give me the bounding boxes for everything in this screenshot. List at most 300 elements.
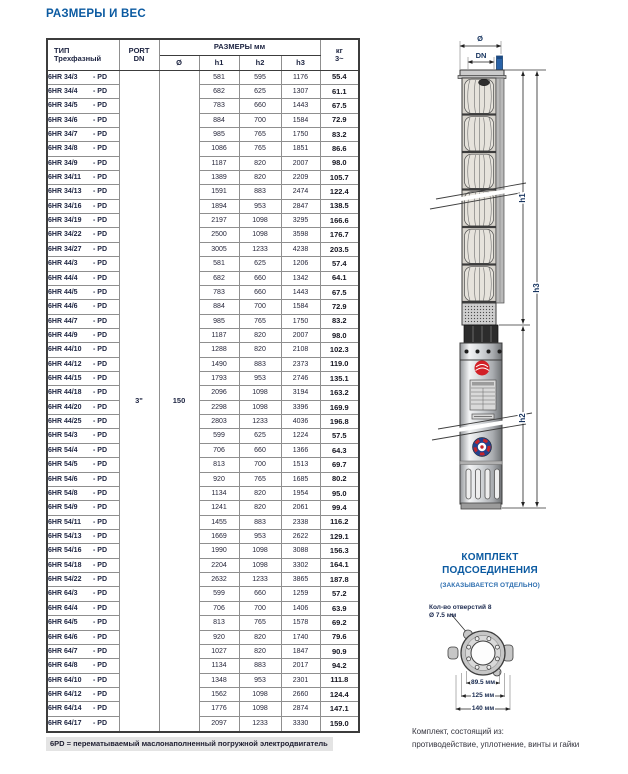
h2-cell: 765 (239, 472, 281, 486)
h2-cell: 625 (239, 84, 281, 98)
model-suffix: - PD (93, 231, 107, 239)
model-cell (47, 343, 119, 357)
model-name: 6HR 64/4 (48, 604, 78, 612)
weight-cell: 196.8 (320, 415, 359, 429)
table-row (47, 544, 359, 558)
h3-cell: 1578 (281, 616, 320, 630)
model-suffix: - PD (93, 489, 107, 497)
table-row (47, 285, 359, 299)
model-suffix: - PD (93, 346, 107, 354)
h2-cell: 953 (239, 673, 281, 687)
h2-cell: 953 (239, 530, 281, 544)
h1-cell: 813 (199, 616, 239, 630)
model-suffix: - PD (93, 217, 107, 225)
weight-cell: 80.2 (320, 472, 359, 486)
table-row (47, 228, 359, 242)
model-name: 6HR 44/10 (48, 346, 82, 354)
model-suffix: - PD (93, 87, 107, 95)
weight-cell: 135.1 (320, 372, 359, 386)
h1-cell: 581 (199, 257, 239, 271)
model-name: 6HR 44/20 (48, 403, 82, 411)
model-name: 6HR 34/5 (48, 102, 78, 110)
table-row (47, 357, 359, 371)
model-suffix: - PD (93, 547, 107, 555)
middle-dim-label: 125 мм (471, 692, 495, 700)
model-suffix: - PD (93, 288, 107, 296)
h1-cell: 920 (199, 630, 239, 644)
h1-cell: 884 (199, 113, 239, 127)
h2-cell: 660 (239, 99, 281, 113)
model-name: 6HR 44/12 (48, 360, 82, 368)
model-name: 6HR 34/4 (48, 87, 78, 95)
model-name: 6HR 44/5 (48, 288, 78, 296)
pump-brand-logo-icon (475, 361, 490, 376)
model-name: 6HR 64/17 (48, 720, 82, 728)
weight-cell: 105.7 (320, 171, 359, 185)
model-suffix: - PD (93, 475, 107, 483)
h3-cell: 3295 (281, 214, 320, 228)
model-cell (47, 386, 119, 400)
model-cell (47, 199, 119, 213)
h1-cell: 3005 (199, 242, 239, 256)
h1-cell: 1187 (199, 328, 239, 342)
model-suffix: - PD (93, 576, 107, 584)
weight-cell: 102.3 (320, 343, 359, 357)
h2-cell: 700 (239, 300, 281, 314)
h2-cell: 820 (239, 171, 281, 185)
model-cell (47, 544, 119, 558)
model-cell (47, 257, 119, 271)
motor-emblem-icon (473, 438, 492, 457)
model-cell (47, 515, 119, 529)
kit-section-header (412, 551, 568, 589)
model-suffix: - PD (93, 662, 107, 670)
table-row (47, 343, 359, 357)
h1-cell: 706 (199, 443, 239, 457)
h3-cell: 1443 (281, 285, 320, 299)
model-cell (47, 156, 119, 170)
holes-callout (429, 604, 491, 620)
table-row (47, 573, 359, 587)
model-suffix: - PD (93, 720, 107, 728)
model-cell (47, 357, 119, 371)
weight-cell: 57.2 (320, 587, 359, 601)
model-cell (47, 70, 119, 84)
weight-cell: 138.5 (320, 199, 359, 213)
model-name: 6HR 44/9 (48, 331, 78, 339)
h2-cell: 883 (239, 185, 281, 199)
model-suffix: - PD (93, 518, 107, 526)
model-cell (47, 285, 119, 299)
h2-cell: 1098 (239, 544, 281, 558)
weight-cell: 159.0 (320, 716, 359, 732)
model-name: 6HR 34/8 (48, 145, 78, 153)
h1-cell: 985 (199, 314, 239, 328)
table-header (47, 39, 359, 70)
model-suffix: - PD (93, 590, 107, 598)
h3-cell: 2338 (281, 515, 320, 529)
h2-cell: 700 (239, 458, 281, 472)
model-suffix: - PD (93, 647, 107, 655)
model-suffix: - PD (93, 561, 107, 569)
kit-description (412, 725, 579, 751)
model-cell (47, 659, 119, 673)
weight-cell: 61.1 (320, 84, 359, 98)
weight-cell: 67.5 (320, 99, 359, 113)
h1-cell: 1134 (199, 659, 239, 673)
table-row (47, 185, 359, 199)
table-row (47, 530, 359, 544)
weight-cell: 86.6 (320, 142, 359, 156)
model-cell (47, 113, 119, 127)
h3-cell: 1259 (281, 587, 320, 601)
weight-cell: 72.9 (320, 300, 359, 314)
model-name: 6HR 34/22 (48, 231, 82, 239)
h3-cell: 3865 (281, 573, 320, 587)
table-row (47, 630, 359, 644)
model-name: 6HR 34/11 (48, 174, 82, 182)
model-name: 6HR 34/3 (48, 73, 78, 81)
h1-cell: 581 (199, 70, 239, 84)
model-name: 6HR 54/11 (48, 518, 82, 526)
model-name: 6HR 64/5 (48, 619, 78, 627)
h3-cell: 1342 (281, 271, 320, 285)
model-cell (47, 587, 119, 601)
h3-cell: 2007 (281, 328, 320, 342)
model-name: 6HR 54/22 (48, 576, 82, 584)
h1-cell: 2096 (199, 386, 239, 400)
model-suffix: - PD (93, 360, 107, 368)
model-name: 6HR 34/27 (48, 245, 82, 253)
col-header-weight-line2: 3~ (335, 53, 344, 63)
model-cell (47, 601, 119, 615)
h1-cell: 884 (199, 300, 239, 314)
model-suffix: - PD (93, 331, 107, 339)
model-suffix: - PD (93, 504, 107, 512)
model-suffix: - PD (93, 245, 107, 253)
model-cell (47, 400, 119, 414)
h2-cell: 1098 (239, 214, 281, 228)
h1-cell: 920 (199, 472, 239, 486)
h2-cell: 700 (239, 601, 281, 615)
diameter-value: 150 (159, 70, 199, 732)
h1-cell: 2298 (199, 400, 239, 414)
col-header-port-dn (119, 39, 159, 70)
model-cell (47, 84, 119, 98)
table-row (47, 271, 359, 285)
h3-cell: 2108 (281, 343, 320, 357)
h3-cell: 2301 (281, 673, 320, 687)
h2-cell: 660 (239, 285, 281, 299)
h1-cell: 1793 (199, 372, 239, 386)
weight-cell: 119.0 (320, 357, 359, 371)
h3-cell: 2017 (281, 659, 320, 673)
h2-cell: 595 (239, 70, 281, 84)
model-name: 6HR 64/7 (48, 647, 78, 655)
h2-cell: 820 (239, 644, 281, 658)
model-cell (47, 271, 119, 285)
weight-cell: 176.7 (320, 228, 359, 242)
h2-cell: 625 (239, 429, 281, 443)
h1-cell: 1776 (199, 702, 239, 716)
weight-cell: 63.9 (320, 601, 359, 615)
h1-cell: 2803 (199, 415, 239, 429)
model-suffix: - PD (93, 202, 107, 210)
table-row (47, 386, 359, 400)
h1-dimension-label: h1 (518, 193, 528, 203)
col-header-weight-line1: кг (335, 45, 343, 55)
h2-cell: 1098 (239, 558, 281, 572)
model-name: 6HR 44/18 (48, 389, 82, 397)
model-name: 6HR 64/10 (48, 676, 82, 684)
motor-nameplate (470, 380, 496, 410)
weight-cell: 94.2 (320, 659, 359, 673)
model-suffix: - PD (93, 130, 107, 138)
h3-cell: 2373 (281, 357, 320, 371)
model-name: 6HR 34/7 (48, 130, 78, 138)
h1-cell: 1562 (199, 687, 239, 701)
model-name: 6HR 64/3 (48, 590, 78, 598)
h1-cell: 2197 (199, 214, 239, 228)
model-name: 6HR 44/7 (48, 317, 78, 325)
h1-cell: 783 (199, 285, 239, 299)
h3-cell: 2622 (281, 530, 320, 544)
height-dimensions (499, 70, 546, 508)
h1-cell: 1241 (199, 501, 239, 515)
model-name: 6HR 54/5 (48, 461, 78, 469)
h1-cell: 1389 (199, 171, 239, 185)
h3-cell: 1584 (281, 300, 320, 314)
h3-cell: 2660 (281, 687, 320, 701)
outer-dim-label: 140 мм (471, 705, 495, 713)
h3-cell: 2474 (281, 185, 320, 199)
model-name: 6HR 54/18 (48, 561, 82, 569)
h2-cell: 765 (239, 314, 281, 328)
model-cell (47, 99, 119, 113)
weight-cell: 69.2 (320, 616, 359, 630)
table-row (47, 99, 359, 113)
table-row (47, 156, 359, 170)
h2-cell: 1233 (239, 242, 281, 256)
model-cell (47, 314, 119, 328)
kit-title-line2: ПОДСОЕДИНЕНИЯ (442, 565, 538, 576)
table-row (47, 673, 359, 687)
weight-cell: 98.0 (320, 328, 359, 342)
table-row (47, 601, 359, 615)
h3-cell: 1406 (281, 601, 320, 615)
h3-cell: 1750 (281, 127, 320, 141)
model-suffix: - PD (93, 705, 107, 713)
h1-cell: 2097 (199, 716, 239, 732)
page-title: РАЗМЕРЫ И ВЕС (46, 8, 146, 20)
model-name: 6HR 44/25 (48, 418, 82, 426)
model-name: 6HR 44/6 (48, 303, 78, 311)
model-suffix: - PD (93, 73, 107, 81)
model-cell (47, 630, 119, 644)
model-cell (47, 300, 119, 314)
model-name: 6HR 34/16 (48, 202, 82, 210)
h3-cell: 3598 (281, 228, 320, 242)
table-row (47, 702, 359, 716)
pump-drawing (398, 26, 573, 518)
h2-cell: 820 (239, 328, 281, 342)
model-cell (47, 716, 119, 732)
h3-cell: 2874 (281, 702, 320, 716)
h2-cell: 1098 (239, 400, 281, 414)
h3-cell: 3396 (281, 400, 320, 414)
h3-cell: 1307 (281, 84, 320, 98)
h3-cell: 1584 (281, 113, 320, 127)
model-cell (47, 673, 119, 687)
h1-cell: 1455 (199, 515, 239, 529)
model-cell (47, 242, 119, 256)
h3-cell: 3194 (281, 386, 320, 400)
model-suffix: - PD (93, 116, 107, 124)
h1-cell: 1288 (199, 343, 239, 357)
table-row (47, 242, 359, 256)
col-header-h1: h1 (199, 55, 239, 70)
model-suffix: - PD (93, 188, 107, 196)
kit-description-line2: противодействие, уплотнение, винты и гайки (412, 740, 580, 749)
suction-strainer (462, 303, 496, 325)
table-row (47, 558, 359, 572)
cable-clamp (479, 79, 490, 85)
table-row (47, 113, 359, 127)
weight-cell: 169.9 (320, 400, 359, 414)
model-name: 6HR 54/8 (48, 489, 78, 497)
h3-cell: 1685 (281, 472, 320, 486)
h2-cell: 883 (239, 357, 281, 371)
h1-cell: 2632 (199, 573, 239, 587)
h2-cell: 953 (239, 372, 281, 386)
h1-cell: 1894 (199, 199, 239, 213)
weight-cell: 164.1 (320, 558, 359, 572)
weight-cell: 111.8 (320, 673, 359, 687)
h1-cell: 1490 (199, 357, 239, 371)
weight-cell: 147.1 (320, 702, 359, 716)
h2-cell: 953 (239, 199, 281, 213)
model-name: 6HR 64/6 (48, 633, 78, 641)
kit-description-line1: Комплект, состоящий из: (412, 727, 504, 736)
model-suffix: - PD (93, 403, 107, 411)
table-row (47, 199, 359, 213)
col-header-diameter: Ø (159, 55, 199, 70)
model-cell (47, 458, 119, 472)
h2-cell: 660 (239, 271, 281, 285)
col-header-type-line1: ТИП (54, 45, 70, 55)
model-suffix: - PD (93, 432, 107, 440)
model-cell (47, 501, 119, 515)
table-row (47, 400, 359, 414)
model-cell (47, 616, 119, 630)
table-row (47, 659, 359, 673)
weight-cell: 187.8 (320, 573, 359, 587)
h2-cell: 660 (239, 443, 281, 457)
model-suffix: - PD (93, 159, 107, 167)
h2-cell: 820 (239, 156, 281, 170)
model-name: 6HR 54/16 (48, 547, 82, 555)
h1-cell: 1348 (199, 673, 239, 687)
weight-cell: 55.4 (320, 70, 359, 84)
model-name: 6HR 34/6 (48, 116, 78, 124)
model-suffix: - PD (93, 389, 107, 397)
h1-cell: 1187 (199, 156, 239, 170)
model-suffix: - PD (93, 317, 107, 325)
dn-dimension (468, 51, 494, 69)
h2-cell: 1233 (239, 415, 281, 429)
model-name: 6HR 34/19 (48, 217, 82, 225)
table-row (47, 328, 359, 342)
h1-cell: 599 (199, 587, 239, 601)
h1-cell: 985 (199, 127, 239, 141)
model-cell (47, 530, 119, 544)
table-row (47, 644, 359, 658)
weight-cell: 99.4 (320, 501, 359, 515)
model-cell (47, 171, 119, 185)
col-header-port-line2: DN (133, 53, 145, 63)
model-name: 6HR 54/13 (48, 533, 82, 540)
table-row (47, 716, 359, 732)
kit-title-line1: КОМПЛЕКТ (461, 552, 519, 563)
model-name: 6HR 44/4 (48, 274, 78, 282)
h3-cell: 2847 (281, 199, 320, 213)
h1-cell: 1591 (199, 185, 239, 199)
weight-cell: 124.4 (320, 687, 359, 701)
h1-cell: 1027 (199, 644, 239, 658)
model-cell (47, 185, 119, 199)
col-header-port-line1: PORT (128, 45, 150, 55)
weight-cell: 122.4 (320, 185, 359, 199)
kit-subtitle: (ЗАКАЗЫВАЕТСЯ ОТДЕЛЬНО) (440, 582, 540, 589)
table-row (47, 314, 359, 328)
table-row (47, 70, 359, 84)
h3-cell: 1366 (281, 443, 320, 457)
model-cell (47, 644, 119, 658)
h2-cell: 820 (239, 630, 281, 644)
col-header-dimensions: РАЗМЕРЫ мм (159, 39, 320, 55)
h2-cell: 1098 (239, 228, 281, 242)
weight-cell: 72.9 (320, 113, 359, 127)
h3-dimension-label: h3 (532, 283, 542, 293)
model-suffix: - PD (93, 174, 107, 182)
model-suffix: - PD (93, 274, 107, 282)
weight-cell: 166.6 (320, 214, 359, 228)
h3-cell: 2209 (281, 171, 320, 185)
h1-cell: 1134 (199, 486, 239, 500)
footnote: 6PD = перематываемый маслонаполненный погружной электродвигатель (46, 737, 333, 751)
weight-cell: 69.7 (320, 458, 359, 472)
model-suffix: - PD (93, 633, 107, 641)
h3-cell: 3088 (281, 544, 320, 558)
h2-cell: 765 (239, 127, 281, 141)
model-cell (47, 372, 119, 386)
model-suffix: - PD (93, 676, 107, 684)
h2-cell: 700 (239, 113, 281, 127)
weight-cell: 83.2 (320, 127, 359, 141)
weight-cell: 156.3 (320, 544, 359, 558)
h3-cell: 1847 (281, 644, 320, 658)
h2-dimension-label: h2 (518, 413, 528, 423)
h2-cell: 820 (239, 486, 281, 500)
h1-cell: 813 (199, 458, 239, 472)
model-cell (47, 415, 119, 429)
col-header-h3: h3 (281, 55, 320, 70)
table-row (47, 515, 359, 529)
h2-cell: 1098 (239, 687, 281, 701)
h3-cell: 1443 (281, 99, 320, 113)
model-suffix: - PD (93, 102, 107, 110)
weight-cell: 163.2 (320, 386, 359, 400)
